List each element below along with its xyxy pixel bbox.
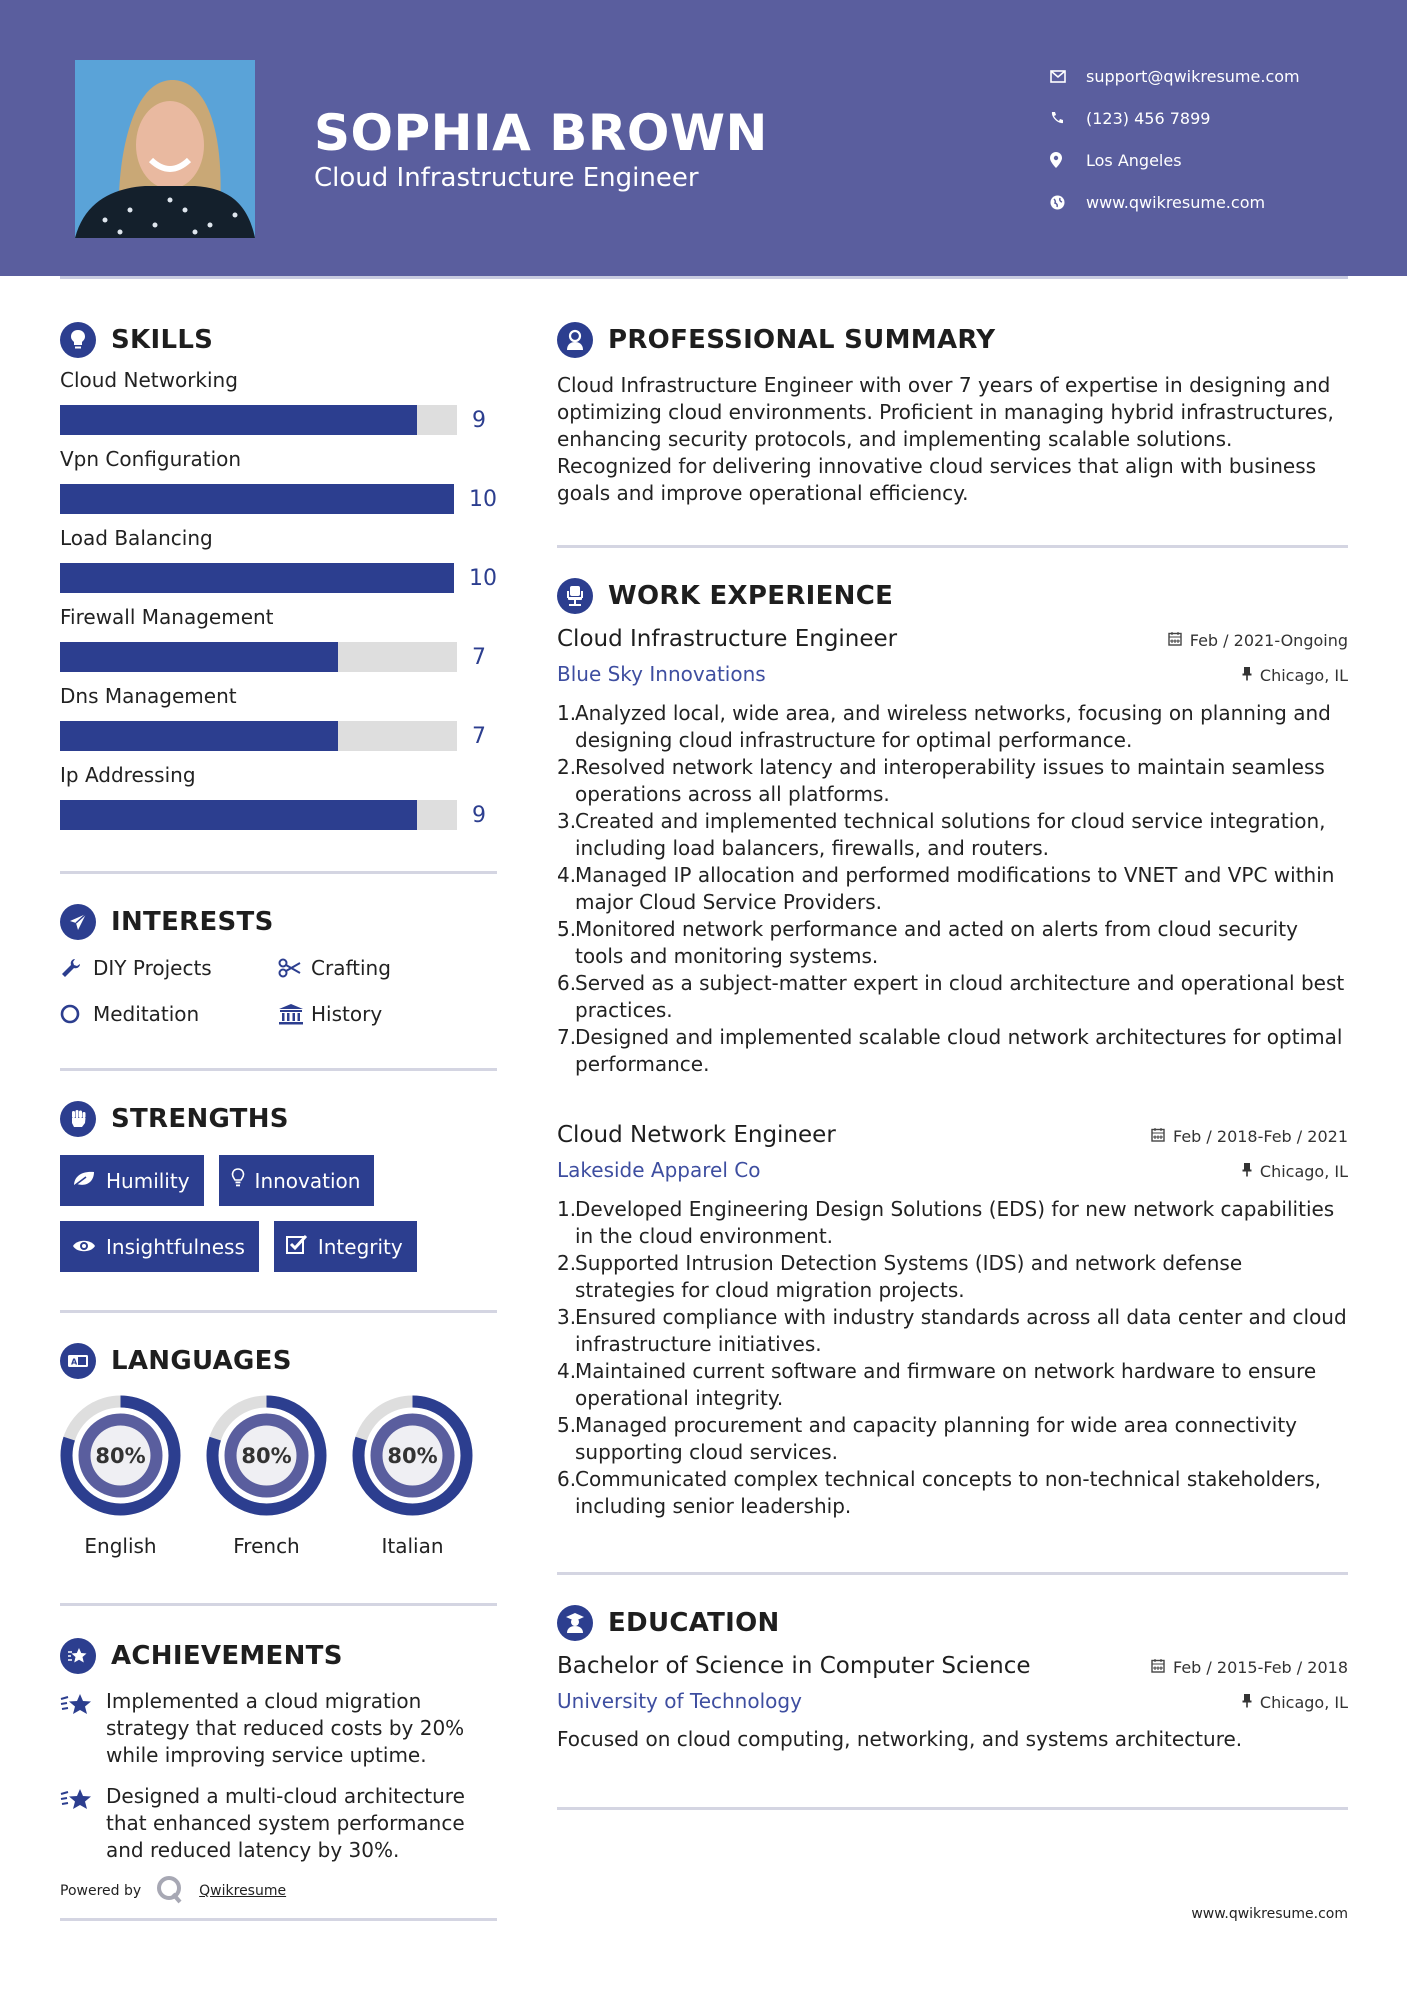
resume-header <box>0 0 1407 276</box>
skills-heading: SKILLS <box>111 325 214 355</box>
globe-icon <box>1050 195 1086 210</box>
contact-website[interactable] <box>1050 181 1300 223</box>
job-dates <box>1151 1127 1348 1146</box>
strengths-heading: STRENGTHS <box>111 1104 289 1134</box>
skill-bar-fill <box>60 405 417 435</box>
interest-item <box>60 998 278 1030</box>
lightbulb-icon <box>231 1168 245 1193</box>
job-location <box>1242 666 1348 685</box>
envelope-icon <box>1050 70 1086 83</box>
skill-bar <box>60 642 457 672</box>
strength-label: Integrity <box>317 1234 403 1259</box>
skill-label: Load Balancing <box>60 526 213 550</box>
section-divider <box>60 1918 497 1921</box>
calendar-icon <box>1151 1658 1165 1677</box>
summary-section <box>557 322 1348 507</box>
strength-chip <box>60 1221 259 1272</box>
job-bullet: 5. Monitored network performance and acted on alerts from cloud security tools and monitoring systems. <box>557 917 1298 968</box>
education-dates-text: Feb / 2015-Feb / 2018 <box>1173 1658 1348 1677</box>
skills-section <box>60 322 497 831</box>
job-bullet: 6. Communicated complex technical concepts to non-technical stakeholders, including senior leadership. <box>557 1467 1321 1518</box>
job-bullet: 2. Resolved network latency and interoperability issues to maintain seamless operations across all platforms. <box>557 755 1325 806</box>
skill-label: Cloud Networking <box>60 368 238 392</box>
fist-icon <box>60 1101 96 1137</box>
pushpin-icon <box>1242 1162 1252 1181</box>
job-title: Cloud Network Engineer <box>557 1122 836 1148</box>
section-divider <box>60 1310 497 1313</box>
phone-icon <box>1050 111 1086 125</box>
job-dates-text: Feb / 2021-Ongoing <box>1189 631 1348 650</box>
strength-label: Innovation <box>254 1168 361 1193</box>
interest-label: Crafting <box>311 956 391 980</box>
education-description: Focused on cloud computing, networking, and systems architecture. <box>557 1727 1243 1751</box>
museum-icon <box>278 1003 311 1025</box>
skill-bar <box>60 563 454 593</box>
interest-item <box>60 952 278 984</box>
education-heading: EDUCATION <box>608 1608 780 1638</box>
achievement-item <box>60 1783 497 1864</box>
achievement-item <box>60 1688 497 1769</box>
strength-label: Insightfulness <box>106 1234 245 1259</box>
job-location-text: Chicago, IL <box>1259 666 1348 685</box>
candidate-name: SOPHIA BROWN <box>314 104 768 162</box>
summary-heading: PROFESSIONAL SUMMARY <box>608 325 996 355</box>
job-bullet: 3. Ensured compliance with industry standards across all data center and cloud infrastructure initiatives. <box>557 1305 1347 1356</box>
skill-bar <box>60 484 454 514</box>
job-location-text: Chicago, IL <box>1259 1162 1348 1181</box>
calendar-icon <box>1151 1127 1165 1146</box>
contact-list <box>1050 55 1300 223</box>
eye-icon <box>72 1235 96 1259</box>
language-percent: 80% <box>241 1443 292 1468</box>
powered-by <box>60 1874 497 1908</box>
skill-value: 7 <box>472 644 486 670</box>
job-bullet: 6. Served as a subject-matter expert in cloud architecture and operational best practices. <box>557 971 1345 1022</box>
interests-section <box>60 904 497 1030</box>
achievement-text: Implemented a cloud migration strategy that reduced costs by 20% while improving service uptime. <box>106 1689 465 1767</box>
languages-heading: LANGUAGES <box>111 1346 292 1376</box>
skill-item <box>60 603 497 673</box>
education-dates <box>1151 1658 1348 1677</box>
section-divider <box>557 545 1348 548</box>
language-donut <box>206 1395 327 1516</box>
paper-plane-icon <box>60 904 96 940</box>
job-bullet: 3. Created and implemented technical solutions for cloud service integration, including load balancers, firewalls, and routers. <box>557 809 1326 860</box>
leaf-icon <box>72 1169 96 1193</box>
svg-text:A: A <box>71 1357 78 1367</box>
section-divider <box>557 1807 1348 1810</box>
section-divider <box>557 1572 1348 1575</box>
office-chair-icon <box>557 578 593 614</box>
skill-item <box>60 366 497 436</box>
language-name: French <box>233 1534 300 1558</box>
skill-value: 9 <box>472 407 486 433</box>
job-bullet: 1. Developed Engineering Design Solutions (EDS) for new network capabilities in the cloud environment. <box>557 1197 1335 1248</box>
experience-heading: WORK EXPERIENCE <box>608 581 894 611</box>
job-entry <box>557 626 1348 1078</box>
skill-label: Firewall Management <box>60 605 274 629</box>
skill-label: Ip Addressing <box>60 763 196 787</box>
language-name: English <box>84 1534 157 1558</box>
job-bullet: 2. Supported Intrusion Detection Systems (IDS) and network defense strategies for cloud migration projects. <box>557 1251 1243 1302</box>
achievements-heading: ACHIEVEMENTS <box>111 1641 343 1671</box>
contact-email[interactable] <box>1050 55 1300 97</box>
footer-website-link[interactable]: www.qwikresume.com <box>1191 1906 1348 1922</box>
education-section <box>557 1605 1348 1751</box>
section-divider <box>60 871 497 874</box>
pushpin-icon <box>1242 666 1252 685</box>
skill-bar-fill <box>60 642 338 672</box>
job-dates <box>1168 631 1348 650</box>
lightbulb-icon <box>60 322 96 358</box>
skill-label: Dns Management <box>60 684 237 708</box>
language-percent: 80% <box>95 1443 146 1468</box>
right-column <box>557 322 1348 1810</box>
star-icon <box>60 1688 94 1769</box>
interest-label: History <box>311 1002 383 1026</box>
contact-location-text: Los Angeles <box>1086 150 1182 170</box>
skill-bar-fill <box>60 484 454 514</box>
pushpin-icon <box>1242 1693 1252 1712</box>
strength-chip <box>274 1221 417 1272</box>
school-name: University of Technology <box>557 1689 802 1713</box>
skill-bar <box>60 800 457 830</box>
candidate-title: Cloud Infrastructure Engineer <box>314 163 699 193</box>
interests-heading: INTERESTS <box>111 907 274 937</box>
header-divider <box>60 276 1348 279</box>
interest-item <box>278 952 478 984</box>
company-name: Lakeside Apparel Co <box>557 1158 761 1182</box>
contact-location <box>1050 139 1300 181</box>
skill-item <box>60 524 497 594</box>
scissors-icon <box>278 958 311 978</box>
star-icon <box>60 1783 94 1864</box>
job-title: Cloud Infrastructure Engineer <box>557 626 898 652</box>
calendar-icon <box>1168 631 1182 650</box>
skill-bar-fill <box>60 800 417 830</box>
language-donut <box>352 1395 473 1516</box>
language-donut <box>60 1395 181 1516</box>
experience-section <box>557 578 1348 1520</box>
education-location-text: Chicago, IL <box>1259 1693 1348 1712</box>
language-item <box>206 1395 327 1558</box>
strength-chip <box>60 1155 204 1206</box>
job-location <box>1242 1162 1348 1181</box>
interest-label: DIY Projects <box>93 956 212 980</box>
summary-text: Cloud Infrastructure Engineer with over 7 years of expertise in designing and optimizing cloud environments. Proficient in managing hybrid infrastructures, enhancing security protocols, and implementing scalable solutions. Recognized for delivering innovative cloud services that align with business goals and improve operational efficiency. <box>557 373 1334 505</box>
profile-photo <box>75 60 255 238</box>
job-bullet: 4. Managed IP allocation and performed modifications to VNET and VPC within major Cloud Service Providers. <box>557 863 1335 914</box>
degree-title: Bachelor of Science in Computer Science <box>557 1653 1031 1679</box>
achievements-section <box>60 1638 497 1921</box>
qwikresume-logo-icon <box>155 1874 185 1908</box>
skill-bar-fill <box>60 563 454 593</box>
star-badge-icon <box>60 1638 96 1674</box>
interest-label: Meditation <box>93 1002 200 1026</box>
job-bullet: 5. Managed procurement and capacity planning for wide area connectivity supporting cloud services. <box>557 1413 1297 1464</box>
language-item <box>60 1395 181 1558</box>
job-bullets <box>557 1196 1348 1520</box>
strengths-section <box>60 1101 497 1272</box>
qwikresume-link[interactable]: Qwikresume <box>199 1883 287 1899</box>
contact-email-text: support@qwikresume.com <box>1086 66 1300 86</box>
section-divider <box>60 1603 497 1606</box>
skill-bar <box>60 721 457 751</box>
job-dates-text: Feb / 2018-Feb / 2021 <box>1173 1127 1348 1146</box>
contact-phone[interactable] <box>1050 97 1300 139</box>
language-percent: 80% <box>387 1443 438 1468</box>
left-column <box>60 322 497 1921</box>
languages-section <box>60 1343 497 1558</box>
language-item <box>352 1395 473 1558</box>
checkbox-icon <box>286 1234 308 1259</box>
contact-phone-text: (123) 456 7899 <box>1086 108 1211 128</box>
skill-value: 9 <box>472 802 486 828</box>
achievement-text: Designed a multi-cloud architecture that enhanced system performance and reduced latency by 30%. <box>106 1784 465 1862</box>
contact-website-text: www.qwikresume.com <box>1086 192 1266 212</box>
skill-value: 7 <box>472 723 486 749</box>
company-name: Blue Sky Innovations <box>557 662 766 686</box>
skill-value: 10 <box>469 565 497 591</box>
strength-label: Humility <box>106 1168 190 1193</box>
skill-item <box>60 445 497 515</box>
job-bullet: 1. Analyzed local, wide area, and wireless networks, focusing on planning and designing cloud infrastructure for optimal performance. <box>557 701 1331 752</box>
powered-by-label: Powered by <box>60 1883 142 1899</box>
section-divider <box>60 1068 497 1071</box>
job-bullet: 4. Maintained current software and firmware on network hardware to ensure operational integrity. <box>557 1359 1317 1410</box>
circle-icon <box>60 1003 93 1025</box>
user-icon <box>557 322 593 358</box>
skill-value: 10 <box>469 486 497 512</box>
map-pin-icon <box>1050 152 1086 168</box>
skill-label: Vpn Configuration <box>60 447 242 471</box>
job-bullet: 7. Designed and implemented scalable cloud network architectures for optimal performance. <box>557 1025 1343 1076</box>
skill-item <box>60 682 497 752</box>
skill-item <box>60 761 497 831</box>
skill-bar-fill <box>60 721 338 751</box>
job-bullets <box>557 700 1348 1078</box>
skill-bar <box>60 405 457 435</box>
language-name: Italian <box>381 1534 444 1558</box>
graduate-icon <box>557 1605 593 1641</box>
job-entry <box>557 1122 1348 1520</box>
translate-icon <box>60 1343 96 1379</box>
interest-item <box>278 998 478 1030</box>
wrench-icon <box>60 957 93 979</box>
education-location <box>1242 1693 1348 1712</box>
strength-chip <box>219 1155 375 1206</box>
